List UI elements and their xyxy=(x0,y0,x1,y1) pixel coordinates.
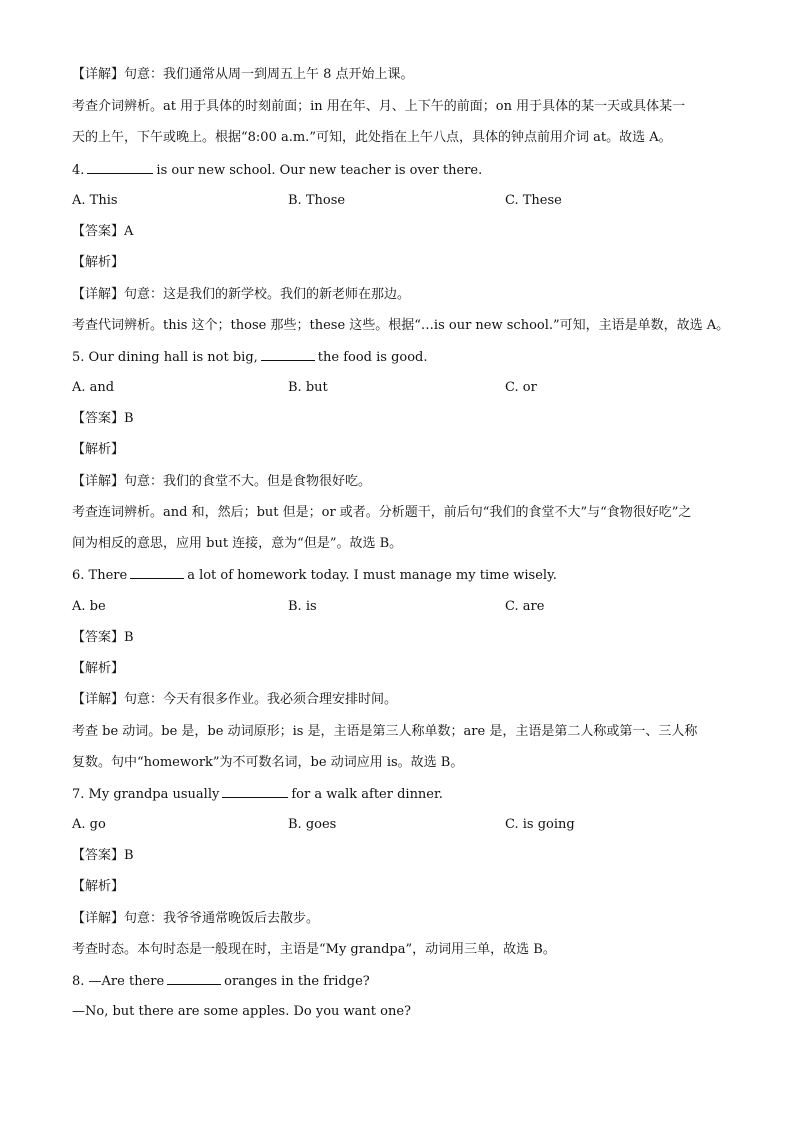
answer-blank xyxy=(167,971,221,985)
option-b: B. Those xyxy=(288,193,346,208)
option-b: B. goes xyxy=(288,817,337,832)
option-a: A. be xyxy=(72,599,106,614)
explanation-line: 复数。句中“homework”为不可数名词，be 动词应用 is。故选 B。 xyxy=(72,755,464,770)
explanation-line: 考查代词辨析。this 这个；those 那些；these 这些。根据“…is our new school.”可知，主语是单数，故选 A。 xyxy=(72,318,730,333)
explanation-line: 间为相反的意思，应用 but 连接，意为“但是”。故选 B。 xyxy=(72,536,403,551)
option-a: A. This xyxy=(72,193,118,208)
question-5-stem xyxy=(72,347,428,367)
detail-line: 【详解】句意：我们通常从周一到周五上午 8 点开始上课。 xyxy=(72,67,414,82)
answer-line: 【答案】B xyxy=(72,848,134,863)
analysis-heading: 【解析】 xyxy=(72,661,125,676)
answer-blank xyxy=(222,784,288,798)
option-c: C. are xyxy=(505,599,545,614)
option-c: C. These xyxy=(505,193,562,208)
option-c: C. is going xyxy=(505,817,575,832)
detail-line: 【详解】句意：这是我们的新学校。我们的新老师在那边。 xyxy=(72,287,411,302)
explanation-line: 考查连词辨析。and 和，然后；but 但是；or 或者。分析题干，前后句“我们的食堂不大”与“食物很好吃”之 xyxy=(72,505,692,520)
option-a: A. go xyxy=(72,817,106,832)
analysis-heading: 【解析】 xyxy=(72,255,125,270)
question-8-text: oranges in the fridge? xyxy=(224,974,370,989)
answer-blank xyxy=(261,347,315,361)
question-6-stem xyxy=(72,565,557,585)
explanation-line: 天的上午，下午或晚上。根据“8:00 a.m.”可知，此处指在上午八点，具体的钟点前用介词 at。故选 A。 xyxy=(72,130,672,145)
question-7-stem xyxy=(72,784,443,804)
question-6-text: a lot of homework today. I must manage my time wisely. xyxy=(187,568,557,583)
question-8-stem xyxy=(72,971,370,991)
option-b: B. but xyxy=(288,380,328,395)
question-7-prefix: 7. My grandpa usually xyxy=(72,787,220,802)
question-5-text: the food is good. xyxy=(317,350,428,365)
question-4-prefix: 4. xyxy=(72,163,85,178)
question-5-prefix: 5. Our dining hall is not big, xyxy=(72,350,258,365)
answer-line: 【答案】B xyxy=(72,411,134,426)
explanation-line: 考查介词辨析。at 用于具体的时刻前面；in 用在年、月、上下午的前面；on 用于具体的某一天或具体某一 xyxy=(72,99,686,114)
question-6-prefix: 6. There xyxy=(72,568,128,583)
answer-line: 【答案】A xyxy=(72,224,134,239)
analysis-heading: 【解析】 xyxy=(72,442,125,457)
analysis-heading: 【解析】 xyxy=(72,879,125,894)
question-4-text: is our new school. Our new teacher is over there. xyxy=(156,163,483,178)
option-a: A. and xyxy=(72,380,115,395)
detail-line: 【详解】句意：今天有很多作业。我必须合理安排时间。 xyxy=(72,692,398,707)
option-c: C. or xyxy=(505,380,537,395)
question-7-text: for a walk after dinner. xyxy=(291,787,443,802)
answer-blank xyxy=(87,160,153,174)
detail-line: 【详解】句意：我爷爷通常晚饭后去散步。 xyxy=(72,911,320,926)
question-8-prefix: 8. —Are there xyxy=(72,974,165,989)
question-4-stem xyxy=(72,160,482,180)
question-8-reply: —No, but there are some apples. Do you want one? xyxy=(72,1004,411,1019)
detail-line: 【详解】句意：我们的食堂不大。但是食物很好吃。 xyxy=(72,474,372,489)
option-b: B. is xyxy=(288,599,317,614)
answer-blank xyxy=(130,565,184,579)
explanation-line: 考查时态。本句时态是一般现在时，主语是“My grandpa”，动词用三单，故选 B。 xyxy=(72,942,556,957)
explanation-line: 考查 be 动词。be 是，be 动词原形；is 是，主语是第三人称单数；are 是，主语是第二人称或第一、三人称 xyxy=(72,724,698,739)
answer-line: 【答案】B xyxy=(72,630,134,645)
